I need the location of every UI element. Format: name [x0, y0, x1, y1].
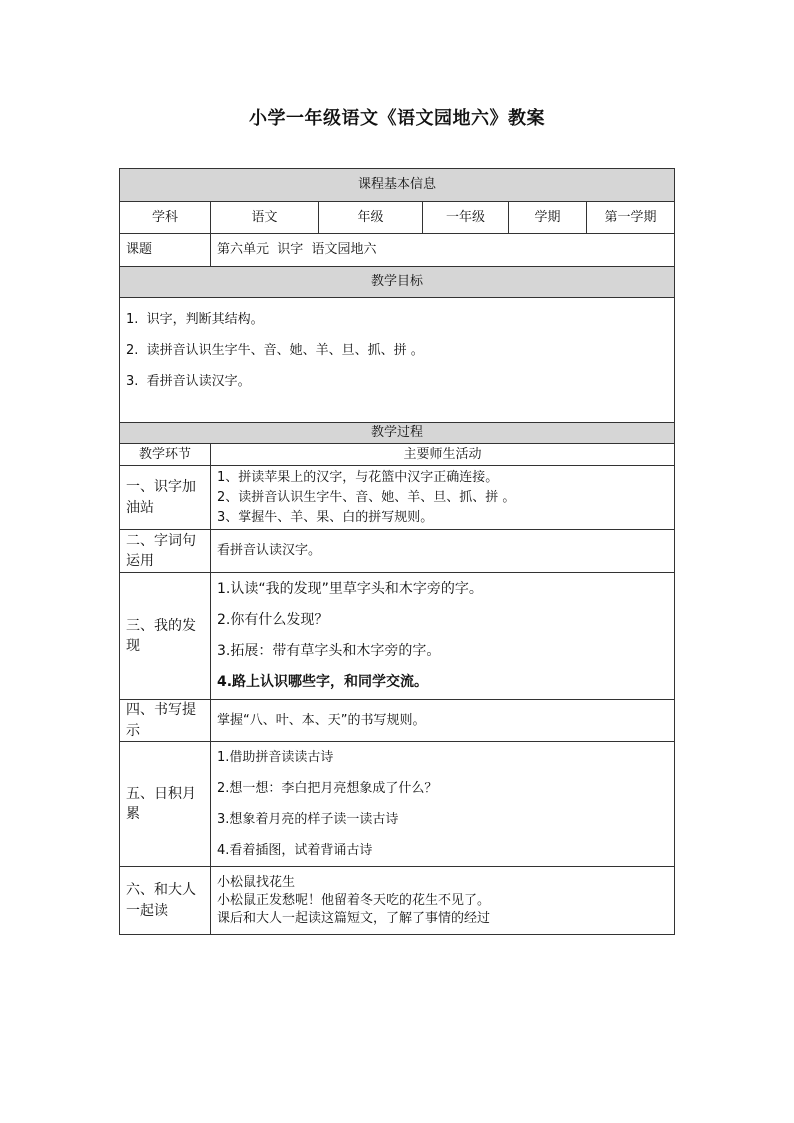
activity-line: 1.借助拼音读读古诗	[217, 750, 334, 765]
activity-line: 1.认读“我的发现”里草字头和木字旁的字。	[217, 581, 483, 597]
stage-label: 四、书写提示	[120, 700, 211, 742]
activity-line: 3.想象着月亮的样子读一读古诗	[217, 812, 399, 827]
process-row	[120, 742, 675, 867]
goal-item: 3. 看拼音认读汉字。	[126, 374, 251, 389]
activity-line: 小松鼠正发愁呢！他留着冬天吃的花生不见了。	[217, 892, 491, 908]
goals-header: 教学目标	[120, 267, 675, 298]
activity-line: 1、拼读苹果上的汉字，与花篮中汉字正确连接。	[217, 469, 499, 485]
activity-line: 掌握“八、叶、本、天”的书写规则。	[217, 712, 426, 728]
activity-line: 小松鼠找花生	[217, 874, 296, 890]
process-row	[120, 700, 675, 742]
process-col-stage: 教学环节	[120, 444, 211, 466]
stage-activity	[211, 867, 675, 935]
basic-info-header-row	[120, 169, 675, 202]
goals-header-row	[120, 267, 675, 298]
stage-activity	[211, 742, 675, 867]
stage-activity	[211, 466, 675, 530]
goals-row	[120, 298, 675, 423]
activity-line: 2、读拼音认识生字牛、音、她、羊、旦、抓、拼 。	[217, 489, 516, 505]
process-row	[120, 867, 675, 935]
stage-label: 三、我的发现	[120, 573, 211, 700]
stage-label: 六、和大人一起读	[120, 867, 211, 935]
subject-value: 语文	[211, 202, 319, 234]
topic-value: 第六单元 识字 语文园地六	[211, 234, 675, 267]
goals-cell	[120, 298, 675, 423]
grade-value: 一年级	[423, 202, 509, 234]
grade-label: 年级	[319, 202, 423, 234]
term-value: 第一学期	[587, 202, 675, 234]
stage-label: 五、日积月累	[120, 742, 211, 867]
activity-line: 3、掌握牛、羊、果、白的拼写规则。	[217, 509, 434, 525]
basic-info-header: 课程基本信息	[120, 169, 675, 202]
process-col-activity: 主要师生活动	[211, 444, 675, 466]
process-row	[120, 466, 675, 530]
process-header: 教学过程	[120, 423, 675, 444]
activity-line: 3.拓展：带有草字头和木字旁的字。	[217, 643, 441, 659]
subject-label: 学科	[120, 202, 211, 234]
stage-activity	[211, 530, 675, 573]
lesson-plan-table	[119, 168, 675, 935]
goal-item: 1. 识字，判断其结构。	[126, 312, 264, 327]
process-header-row	[120, 423, 675, 444]
stage-label: 一、识字加油站	[120, 466, 211, 530]
process-columns-row	[120, 444, 675, 466]
activity-line: 2.你有什么发现？	[217, 612, 329, 628]
activity-line: 课后和大人一起读这篇短文，了解了事情的经过	[217, 910, 491, 926]
term-label: 学期	[509, 202, 587, 234]
document-title: 小学一年级语文《语文园地六》教案	[249, 108, 545, 129]
stage-activity	[211, 700, 675, 742]
topic-row	[120, 234, 675, 267]
subject-row	[120, 202, 675, 234]
activity-line: 4.路上认识哪些字，和同学交流。	[217, 674, 429, 690]
stage-label: 二、字词句运用	[120, 530, 211, 573]
activity-line: 2.想一想：李白把月亮想象成了什么？	[217, 781, 438, 796]
process-row	[120, 573, 675, 700]
process-row	[120, 530, 675, 573]
stage-activity	[211, 573, 675, 700]
activity-line: 4.看着插图，试着背诵古诗	[217, 843, 373, 858]
goal-item: 2. 读拼音认识生字牛、音、她、羊、旦、抓、拼 。	[126, 343, 424, 358]
activity-line: 看拼音认读汉字。	[217, 543, 322, 559]
topic-label: 课题	[120, 234, 211, 267]
